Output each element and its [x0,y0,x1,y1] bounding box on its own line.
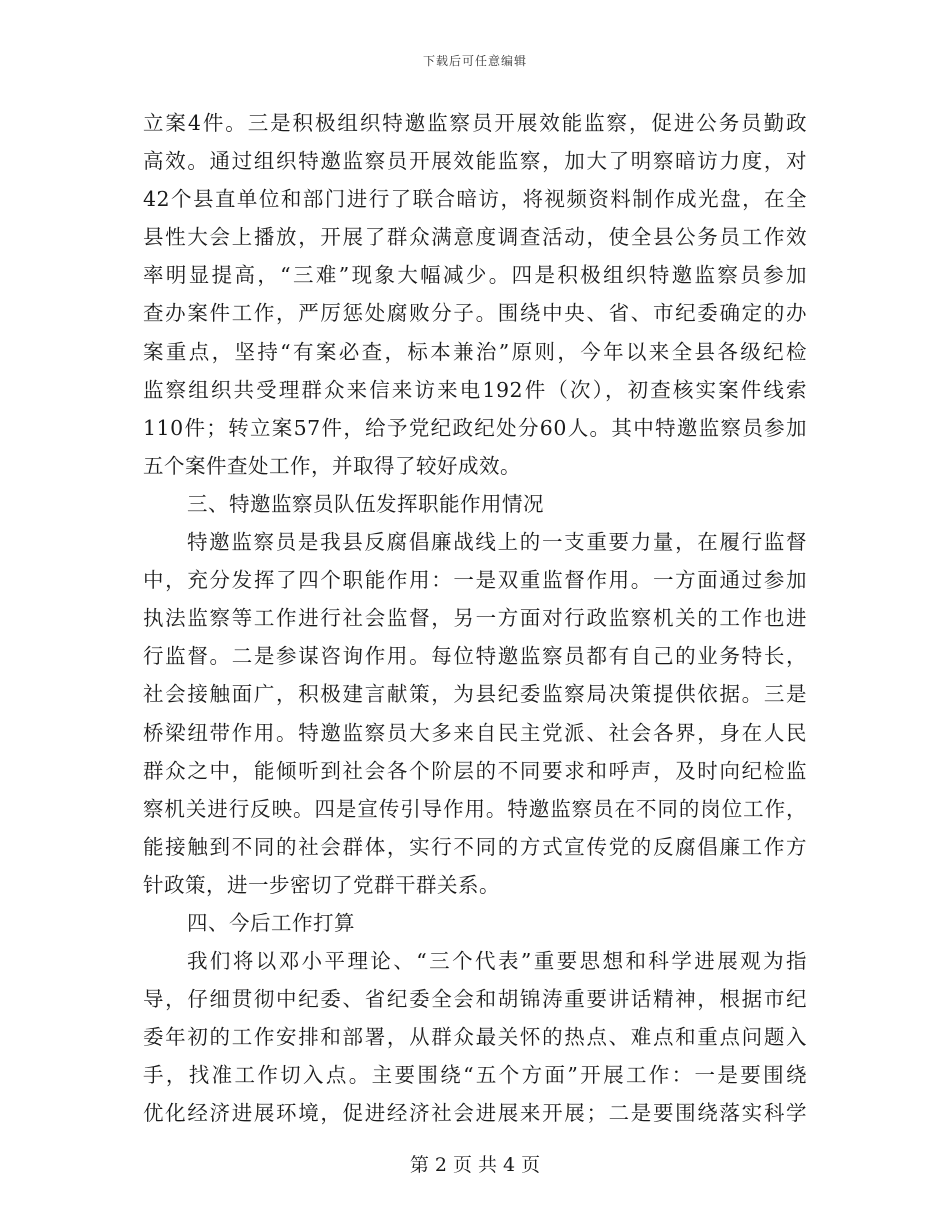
section-heading-3: 三、特邀监察员队伍发挥职能作用情况 [187,491,544,516]
body-line-10: 五个案件查处工作，并取得了较好成效。 [143,453,521,478]
body-line-24: 导，仔细贯彻中纪委、省纪委全会和胡锦涛重要讲话精神，根据市纪 [143,987,807,1012]
page-number-footer: 第 2 页 共 4 页 [409,1154,541,1176]
body-line-25: 委年初的工作安排和部署，从群众最关怀的热点、难点和重点问题入 [143,1025,807,1050]
body-line-18: 群众之中，能倾听到社会各个阶层的不同要求和呼声，及时向纪检监 [143,758,807,783]
body-line-19: 察机关进行反映。四是宣传引导作用。特邀监察员在不同的岗位工作， [143,796,807,821]
body-line-15: 行监督。二是参谋咨询作用。每位特邀监察员都有自己的业务特长， [143,644,807,669]
body-line-20: 能接触到不同的社会群体，实行不同的方式宣传党的反腐倡廉工作方 [143,834,807,859]
body-line-4: 县性大会上播放，开展了群众满意度调查活动，使全县公务员工作效 [143,225,807,250]
body-line-26: 手，找准工作切入点。主要围绕“五个方面”开展工作：一是要围绕 [143,1063,807,1088]
body-line-2: 高效。通过组织特邀监察员开展效能监察，加大了明察暗访力度，对 [143,149,807,174]
body-line-21: 针政策，进一步密切了党群干群关系。 [143,872,500,897]
body-line-14: 执法监察等工作进行社会监督，另一方面对行政监察机关的工作也进 [143,606,807,631]
body-line-12: 特邀监察员是我县反腐倡廉战线上的一支重要力量，在履行监督 [187,530,807,555]
body-line-27: 优化经济进展环境，促进经济社会进展来开展；二是要围绕落实科学 [143,1101,807,1126]
body-line-1: 立案4件。三是积极组织特邀监察员开展效能监察，促进公务员勤政 [143,111,807,135]
body-line-5: 率明显提高，“三难”现象大幅减少。四是积极组织特邀监察员参加 [143,263,807,288]
body-line-3: 42个县直单位和部门进行了联合暗访，将视频资料制作成光盘，在全 [143,187,807,212]
body-line-9: 110件；转立案57件，给予党纪政纪处分60人。其中特邀监察员参加 [143,415,807,440]
body-line-23: 我们将以邓小平理论、“三个代表”重要思想和科学进展观为指 [187,949,807,974]
section-heading-4: 四、今后工作打算 [187,910,355,935]
body-line-6: 查办案件工作，严厉惩处腐败分子。围绕中央、省、市纪委确定的办 [143,301,807,326]
body-line-13: 中，充分发挥了四个职能作用：一是双重监督作用。一方面通过参加 [143,568,807,593]
body-line-16: 社会接触面广，积极建言献策，为县纪委监察局决策提供依据。三是 [143,682,807,707]
body-line-17: 桥梁纽带作用。特邀监察员大多来自民主党派、社会各界，身在人民 [143,720,807,745]
body-line-8: 监察组织共受理群众来信来访来电192件（次），初查核实案件线索 [143,377,807,402]
document-body [143,104,807,1133]
body-line-7: 案重点，坚持“有案必查，标本兼治”原则，今年以来全县各级纪检 [143,339,807,364]
page-header-note: 下载后可任意编辑 [422,54,527,68]
